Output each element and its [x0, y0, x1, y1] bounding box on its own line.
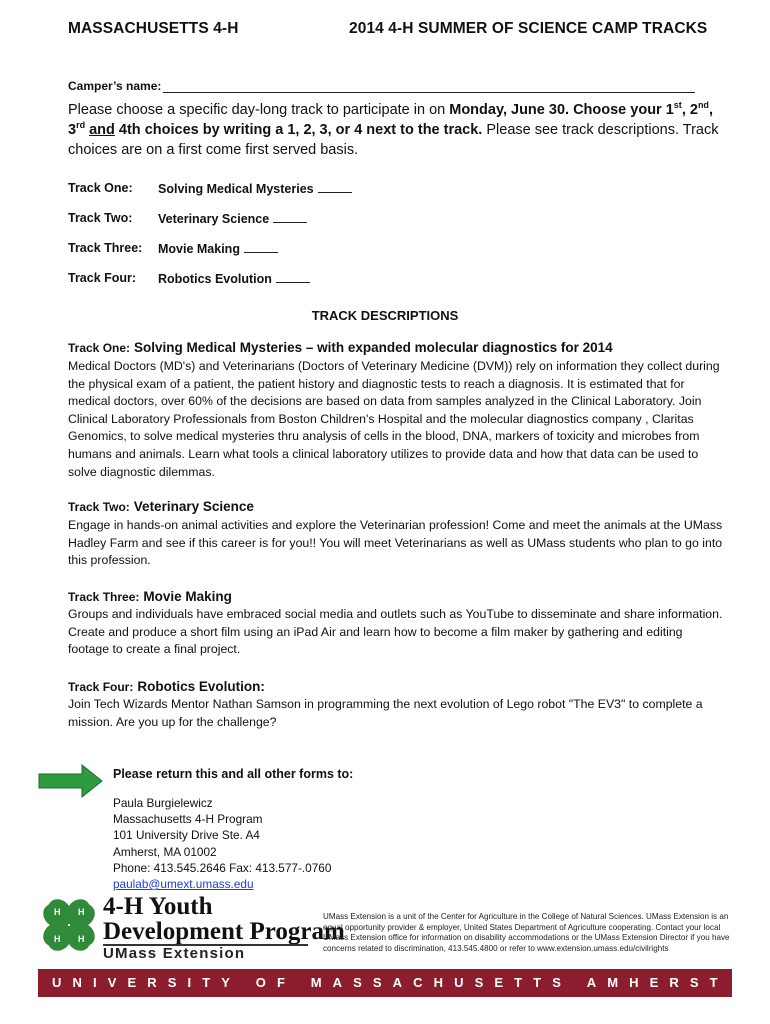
banner-letter: S [552, 975, 561, 990]
description-title: Solving Medical Mysteries – with expanded molecular diagnostics for 2014 [134, 340, 613, 355]
banner-letter: M [607, 975, 619, 990]
banner-letter: I [92, 975, 97, 990]
header-right: 2014 4-H SUMMER OF SCIENCE CAMP TRACKS [349, 20, 708, 37]
description-body-3: Groups and individuals have embraced social media and outlets such as YouTube to disseminate and share information. Create and produce a short film using an iPad Air and learn how to become a film maker by gathering and editing footage to create a final project. [68, 607, 723, 657]
banner-letter: F [276, 975, 285, 990]
track-choice-name: Robotics Evolution [158, 272, 272, 286]
banner-letter: S [167, 975, 177, 990]
banner-letter: E [649, 975, 659, 990]
track-choice-label: Track Four: [68, 271, 137, 285]
svg-text:H: H [78, 907, 85, 917]
track-rank-input[interactable] [273, 211, 307, 223]
svg-text:H: H [54, 907, 61, 917]
banner-letter: S [372, 975, 382, 990]
banner-letter: N [72, 975, 82, 990]
banner-letter [296, 975, 300, 990]
banner-letter: M [310, 975, 322, 990]
description-title: Robotics Evolution: [137, 679, 265, 694]
track-choice-label: Track Two: [68, 211, 133, 225]
header-left: MASSACHUSETTS 4-H [68, 20, 239, 37]
track-rank-input[interactable] [276, 271, 310, 283]
description-body-4: Join Tech Wizards Mentor Nathan Samson in programming the next evolution of Lego robot "The EV3" to complete a mission. Are you up for the challenge? [68, 697, 703, 729]
track-rank-input[interactable] [318, 181, 352, 193]
return-heading: Please return this and all other forms to: [113, 767, 354, 781]
intro-line-2: 4th choices by writing a 1, 2, 3, or 4 next to the track. [114, 122, 483, 138]
banner-letter: A [332, 975, 343, 990]
description-body-2: Engage in hands-on animal activities and explore the Veterinarian profession! Come and meet the animals at the UMass Hadley Farm and see if this career is for you!! You will meet Veterinarians as well as UMass students who plan to go into this profession. [68, 518, 723, 568]
banner-letter: T [202, 975, 211, 990]
description-label: Track Two: [68, 500, 130, 514]
banner-letter: S [353, 975, 362, 990]
banner-letter: T [533, 975, 542, 990]
description-label: Track One: [68, 341, 131, 355]
track-choice-name: Veterinary Science [158, 212, 270, 226]
contact-name: Paula Burgielewicz [113, 796, 213, 810]
description-title: Movie Making [143, 589, 232, 604]
brand-line-3: UMass Extension [103, 945, 246, 962]
banner-letter: O [255, 975, 266, 990]
description-body-1: Medical Doctors (MD's) and Veterinarians (Doctors of Veterinary Medicine (DVM)) rely on information they collect during the physical exam of a patient, the patient history and diagnostic tests to reach a diagnosis. It is estimated that for medical doctors, over 60% of the decisions are based on data from samples analyzed in the Clinical Laboratory. Join Clinical Laboratory Professionals from Boston Children's Hospital and the molecular diagnostics company , Claritas Genomics, to solve medical mysteries thru analysis of cells in the blood, DNA, markers of toxicity and microbes from humans and animals. Learn what tools a clinical laboratory utilizes to provide data and how that data can be used to solve diagnostic dilemmas. [68, 359, 720, 479]
banner-letter: R [147, 975, 157, 990]
svg-text:H: H [54, 934, 61, 944]
contact-email-link[interactable]: paulab@umext.umass.edu [113, 877, 254, 892]
banner-letter: A [586, 975, 597, 990]
section-title: TRACK DESCRIPTIONS [311, 308, 459, 323]
brand-line-2: Development Program [103, 918, 345, 945]
banner-letter: U [52, 975, 62, 990]
intro-paragraph: Please choose a specific day-long track to participate in on Monday, June 30. Choose your 1st, 2nd, 3rd and 4th choices by writing a 1, 2, 3, or 4 next to the track. Please see track descriptions. Track choices are on a first come first served basis. [68, 100, 719, 158]
track-choice-name: Solving Medical Mysteries [158, 182, 314, 196]
description-label: Track Three: [68, 590, 140, 604]
track-choice-name: Movie Making [158, 242, 240, 256]
banner-letter: H [433, 975, 444, 990]
university-banner-text [38, 975, 732, 990]
banner-letter: R [669, 975, 679, 990]
banner-letter: E [127, 975, 137, 990]
intro-text-1: Please choose a specific day-long track to participate in on [68, 102, 450, 118]
banner-letter: T [514, 975, 523, 990]
banner-letter: E [494, 975, 504, 990]
contact-street: 101 University Drive Ste. A4 [113, 828, 260, 843]
banner-letter: C [413, 975, 423, 990]
description-heading-1 [68, 340, 613, 355]
intro-and: and [89, 122, 115, 138]
contact-org: Massachusetts 4-H Program [113, 812, 263, 827]
banner-letter: U [454, 975, 464, 990]
return-address [113, 795, 331, 892]
contact-city: Amherst, MA 01002 [113, 844, 217, 859]
brand-line-1: 4-H Youth [103, 893, 213, 920]
description-heading-2 [68, 499, 254, 514]
banner-letter: Y [221, 975, 230, 990]
description-label: Track Four: [68, 680, 134, 694]
camper-name-label: Camper’s name: [68, 79, 162, 93]
university-banner [38, 969, 732, 997]
banner-letter: S [689, 975, 699, 990]
banner-letter: H [629, 975, 639, 990]
banner-letter [241, 975, 245, 990]
banner-letter: V [107, 975, 117, 990]
track-rank-input[interactable] [244, 241, 278, 253]
banner-letter: A [392, 975, 403, 990]
intro-date: Monday, June 30. [449, 102, 570, 118]
banner-letter: T [709, 975, 718, 990]
banner-letter [572, 975, 576, 990]
arrow-right-icon [38, 764, 104, 798]
description-heading-4 [68, 679, 265, 694]
banner-letter: S [474, 975, 484, 990]
intro-rest: Please see track descriptions. Track choices are on a first come first served basis. [68, 122, 719, 158]
track-choice-label: Track Three: [68, 241, 143, 255]
description-heading-3 [68, 589, 232, 604]
camper-name-field[interactable] [163, 92, 695, 93]
legal-notice: UMass Extension is a unit of the Center for Agriculture in the College of Natural Sciences. UMass Extension is an equal opportunity provider & employer, United States Department of Agriculture cooperating. Contact your local UMass Extension office for information on disability accommodations or the UMass Extension Director if you have concerns related to discrimination, 413.545.4800 or refer to www.extension.umass.edu/civilrights [323, 912, 730, 954]
contact-phone: Phone: 413.545.2646 Fax: 413.577-.0760 [113, 860, 332, 875]
banner-letter: I [187, 975, 192, 990]
four-h-clover-icon [38, 894, 100, 956]
description-title: Veterinary Science [133, 499, 254, 514]
svg-text:H: H [78, 934, 85, 944]
track-choice-label: Track One: [68, 181, 133, 195]
